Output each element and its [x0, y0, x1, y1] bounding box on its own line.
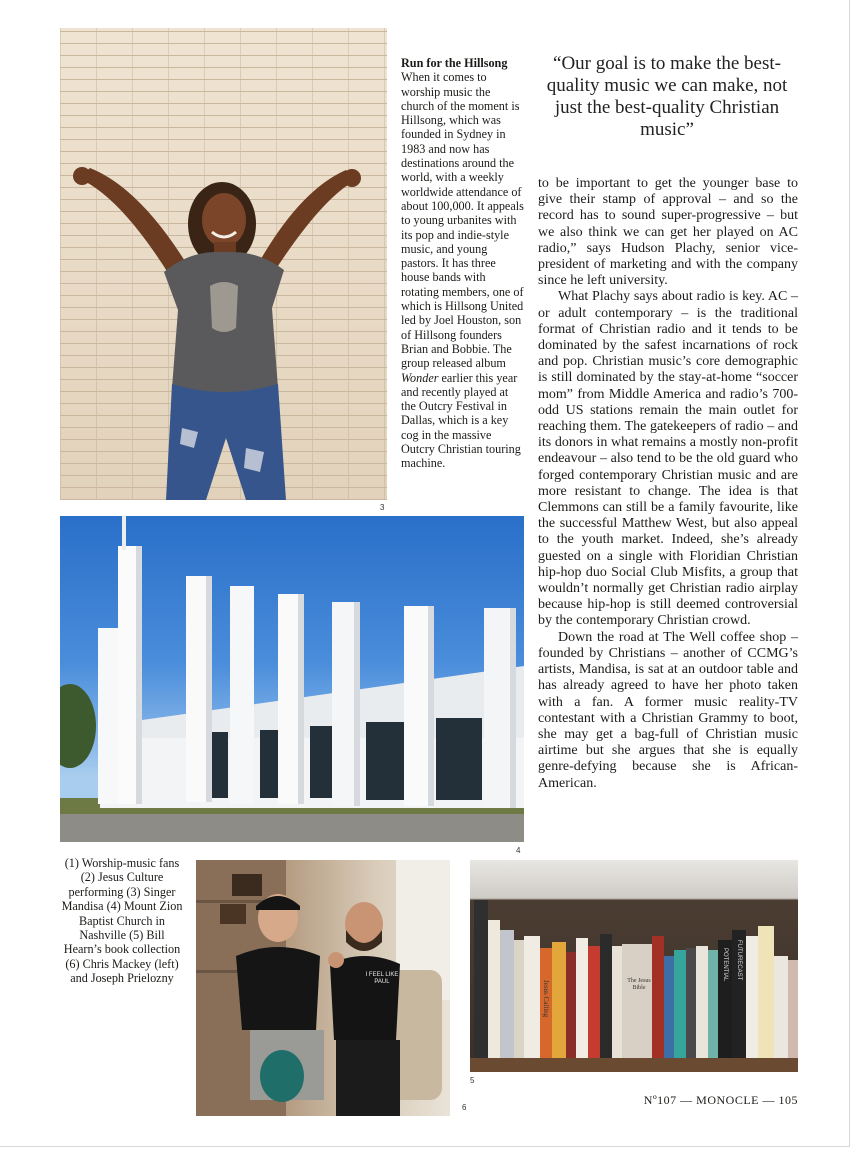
- spine-futurecast: FUTURECAST: [736, 940, 742, 981]
- photo-chris-and-joseph: [196, 860, 450, 1116]
- sidebar-heading: Run for the Hillsong: [401, 56, 508, 70]
- mandisa-illustration: [60, 28, 387, 500]
- page-folio: Nº107 — MONOCLE — 105: [643, 1093, 798, 1107]
- photo-captions: (1) Worship-music fans (2) Jesus Culture performing (3) Singer Mandisa (4) Mount Zion Baptist Church in Nashville (5) Bill Hearn’s book collection (6) Chris Mackey (left) and Joseph Prielozny: [61, 856, 183, 986]
- photo-number-3: 3: [380, 503, 385, 512]
- photo-book-collection: [470, 860, 798, 1072]
- pull-quote: “Our goal is to make the best-quality music we can make, not just the best-quality Christian music”: [546, 53, 788, 140]
- spine-jesus-calling: Jesus Calling: [542, 980, 550, 1018]
- photo-mount-zion-church: [60, 516, 524, 842]
- sidebar-hillsong: [401, 56, 524, 471]
- sidebar-body: When it comes to worship music the church of the moment is Hillsong, which was founded in Sydney in 1983 and now has destinations around the world, with a weekly worldwide attendance of about 100,000. It appeals to young urbanites with its pop and indie-style music, and young pastors. It has three house bands with rotating members, one of which is Hillsong United led by Joel Houston, son of Hillsong founders Brian and Bobbie. The group released album Wonder earlier this year and recently played at the Outcry Festival in Dallas, which is a key cog in the massive Outcry Christian touring machine.: [401, 70, 524, 471]
- spine-titles: [542, 970, 662, 1070]
- article-body: [538, 176, 798, 792]
- church-illustration: [60, 516, 524, 842]
- photo-number-4: 4: [516, 846, 521, 855]
- shirt-print: I FEEL LIKE PAUL: [365, 972, 399, 985]
- spine-potential: POTENTIAL: [722, 948, 728, 982]
- photo-number-5: 5: [470, 1076, 475, 1085]
- article-paragraph-3: Down the road at The Well coffee shop – founded by Christians – another of CCMG’s artists, Mandisa, is sat at an outdoor table and has already agreed to have her photo taken with a fan. A former music reality-TV contestant with a Christian Grammy to boot, she may get a bag-full of Christian music airtime but she argues that she is equally genre-defying because she is African-American.: [538, 629, 798, 791]
- article-paragraph-2: What Plachy says about radio is key. AC – or adult contemporary – is the traditional format of Christian radio and it tends to be dominated by the safest incarnations of rock and pop. Christian music’s core demographic is still dominated by the stay-at-home “soccer mom” from Middle America and radio’s 700-odd US stations remain the main outlet for reaching them. The gatekeepers of radio – and its donors in what remains a mostly non-profit endeavour – also tend to be the old guard who forged contemporary Christian music and are more resistant to change. The idea is that Clemmons can still be a family favourite, like the successful Matthew West, but also appeal to the youth market. Indeed, she’s already guested on a single with Floridian Christian hip-hop duo Social Club Misfits, a group that wouldn’t normally get Christian radio airplay because hip-hop is still deemed controversial by the contemporary Christian crowd.: [538, 289, 798, 629]
- photo-number-6: 6: [462, 1103, 467, 1112]
- photo-singer-mandisa: [60, 28, 387, 500]
- album-title: Wonder: [401, 370, 439, 385]
- spine-jesus-bible: The Jesus Bible: [627, 978, 651, 991]
- article-paragraph-1: to be important to get the younger base to give their stamp of approval – and so the record has to sound super-progressive – but we also think we can get her played on AC radio,” says Hudson Plachy, senior vice-president of marketing and with the company since he left university.: [538, 176, 798, 289]
- duo-illustration: [196, 860, 450, 1116]
